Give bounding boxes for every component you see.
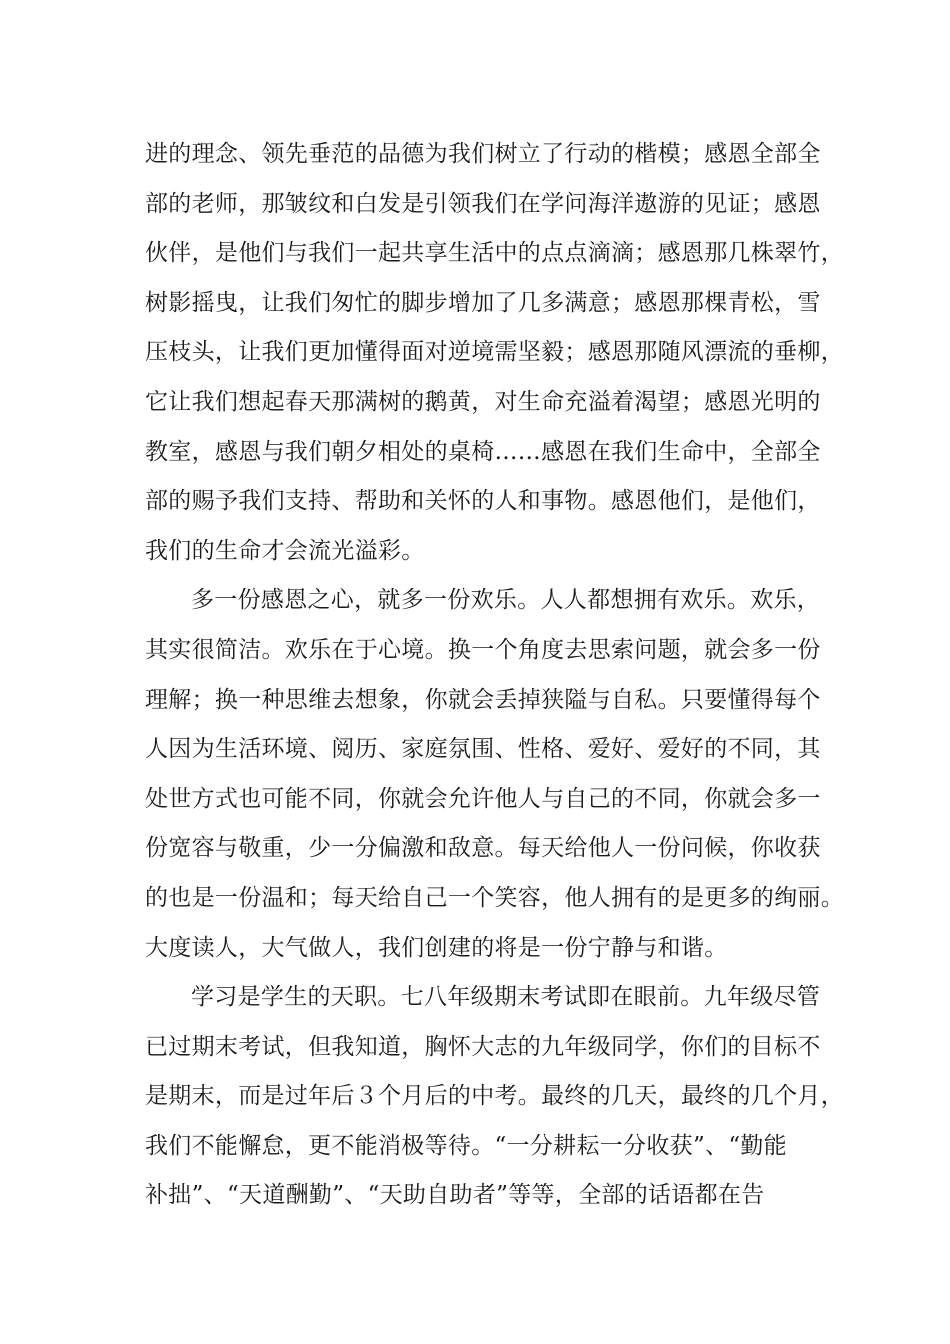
text-line: 进的理念、领先垂范的品德为我们树立了行动的楷模；感恩全部全 <box>145 141 821 167</box>
text-line: 是期末，而是过年后３个月后的中考。最终的几天，最终的几个月， <box>145 1083 844 1110</box>
text-line: 份宽容与敬重，少一分偏激和敌意。每天给他人一份问候，你收获 <box>145 835 821 862</box>
text-line: 它让我们想起春天那满树的鹅黄，对生命充溢着渴望；感恩光明的 <box>145 388 821 415</box>
paragraph-start-line: 学习是学生的天职。七八年级期末考试即在眼前。九年级尽管 <box>191 984 821 1011</box>
text-line: 伙伴，是他们与我们一起共享生活中的点点滴滴；感恩那几株翠竹， <box>145 240 844 267</box>
text-line: 已过期末考试，但我知道，胸怀大志的九年级同学，你们的目标不 <box>145 1033 821 1060</box>
text-line: 的也是一份温和；每天给自己一个笑容，他人拥有的是更多的绚丽。 <box>145 884 844 911</box>
text-line: 我们不能懈怠，更不能消极等待。“一分耕耘一分收获”、“勤能 <box>145 1132 787 1159</box>
text-line: 大度读人，大气做人，我们创建的将是一份宁静与和谐。 <box>145 934 728 961</box>
text-line: 处世方式也可能不同，你就会允许他人与自己的不同，你就会多一 <box>145 785 821 812</box>
text-line: 树影摇曳，让我们匆忙的脚步增加了几多满意；感恩那棵青松，雪 <box>145 289 821 316</box>
text-line: 理解；换一种思维去想象，你就会丢掉狭隘与自私。只要懂得每个 <box>145 686 821 713</box>
body-text <box>145 130 844 1221</box>
text-line: 人因为生活环境、阅历、家庭氛围、性格、爱好、爱好的不同，其 <box>145 736 821 763</box>
text-line: 压枝头，让我们更加懂得面对逆境需坚毅；感恩那随风漂流的垂柳， <box>145 339 844 366</box>
text-line: 补拙”、“天道酬勤”、“天助自助者”等等，全部的话语都在告 <box>145 1182 765 1209</box>
paragraph-start-line: 多一份感恩之心，就多一份欢乐。人人都想拥有欢乐。欢乐， <box>191 587 821 614</box>
text-line: 部的赐予我们支持、帮助和关怀的人和事物。感恩他们，是他们， <box>145 488 821 515</box>
text-line: 其实很简洁。欢乐在于心境。换一个角度去思索问题，就会多一份 <box>145 636 821 663</box>
text-line: 部的老师，那皱纹和白发是引领我们在学问海洋遨游的见证；感恩 <box>145 190 821 217</box>
text-line: 我们的生命才会流光溢彩。 <box>145 537 425 564</box>
text-line: 教室，感恩与我们朝夕相处的桌椅……感恩在我们生命中，全部全 <box>145 438 821 465</box>
